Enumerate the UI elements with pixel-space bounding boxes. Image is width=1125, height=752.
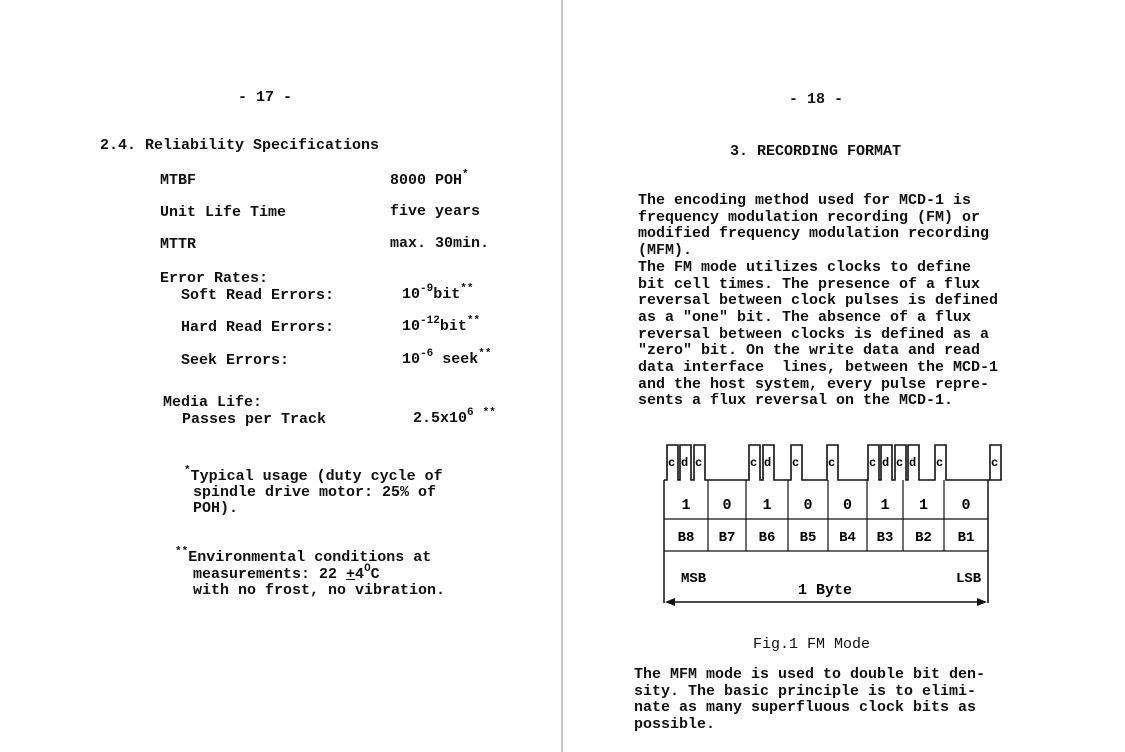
passes-per-track-value: $2.5x10^6$ ** (413, 407, 496, 427)
footnote-typical-usage-line3: POH). (193, 500, 239, 517)
soft-read-errors-label: Soft Read Errors: (181, 287, 335, 304)
spec-label-unit-life: Unit Life Time (160, 204, 287, 221)
lsb-label: LSB (956, 571, 982, 587)
footnote-typical-usage: *Typical usage (duty cycle of (184, 465, 443, 485)
spec-value-mttr: max. 30min. (390, 235, 490, 252)
paragraph-line: "zero" bit. On the write data and read (638, 342, 981, 360)
hard-read-errors-label: Hard Read Errors: (181, 319, 335, 336)
paragraph-line: sity. The basic principle is to elimi- (634, 682, 977, 700)
paragraph-line: (MFM). (638, 242, 693, 260)
bit-value: 1 (681, 497, 691, 514)
paragraph-line: data interface lines, between the MCD-1 (638, 359, 999, 377)
passes-per-track-label: Passes per Track (182, 411, 327, 428)
figure-caption: Fig.1 FM Mode (753, 636, 871, 653)
bit-value: 0 (961, 497, 971, 514)
spec-value-unit-life: five years (390, 203, 481, 220)
pulse-train (664, 445, 1001, 480)
spec-label-mtbf: MTBF (160, 172, 197, 189)
left-page (0, 0, 561, 752)
error-rates-heading: Error Rates: (160, 270, 269, 287)
bit-name: B4 (839, 530, 856, 546)
pulse-label: d (764, 456, 772, 470)
pulse-label: d (681, 456, 689, 470)
soft-read-errors-value: $10^{-9}bit^{**}$ (402, 283, 474, 303)
byte-span-arrow (665, 598, 987, 606)
pulse-label: c (869, 456, 877, 470)
footnote-environmental: **Environmental conditions at (175, 546, 432, 566)
paragraph-line: sents a flux reversal on the MCD-1. (638, 392, 954, 410)
bit-value: 1 (918, 497, 929, 514)
footnote-typical-usage-line2: spindle drive motor: 25% of (193, 484, 437, 501)
pulse-label: d (882, 456, 890, 470)
bit-value: 0 (842, 497, 853, 514)
paragraph-line: reversal between clock pulses is defined (638, 292, 999, 310)
paragraph-line: possible. (634, 716, 716, 734)
bit-value: 1 (762, 497, 772, 514)
bit-name: B3 (876, 530, 894, 546)
media-life-heading: Media Life: (163, 394, 263, 411)
paragraph-line: frequency modulation recording (FM) or (638, 208, 981, 226)
pulse-label: c (936, 456, 944, 470)
right-page (563, 0, 1125, 752)
pulse-label: c (750, 456, 758, 470)
bit-name: B6 (758, 530, 776, 546)
bit-name: B7 (718, 530, 736, 546)
pulse-label: c (792, 456, 800, 470)
pulse-label: c (668, 456, 676, 470)
paragraph-line: The FM mode utilizes clocks to define (638, 258, 972, 276)
paragraph-line: modified frequency modulation recording (638, 225, 990, 243)
bit-name: B1 (957, 530, 975, 546)
seek-errors-label: Seek Errors: (181, 352, 290, 369)
bit-value: 1 (880, 497, 890, 514)
hard-read-errors-value: $10^{-12}bit^{**}$ (402, 315, 481, 335)
bit-name: B8 (677, 530, 695, 546)
section-heading: 3. RECORDING FORMAT (730, 143, 902, 160)
paragraph-line: bit cell times. The presence of a flux (638, 275, 981, 293)
paragraph-line: nate as many superfluous clock bits as (634, 699, 977, 717)
footnote-environmental-line3: with no frost, no vibration. (193, 582, 446, 599)
paragraph-line: The encoding method used for MCD-1 is (638, 192, 972, 209)
bit-name: B2 (915, 530, 932, 546)
arrow-head-left (665, 598, 675, 606)
bit-value: 0 (722, 497, 732, 514)
paragraph-line: reversal between clocks is defined as a (638, 325, 990, 343)
msb-label: MSB (681, 571, 707, 587)
pulse-label: d (909, 456, 917, 470)
section-heading: 2.4. Reliability Specifications (100, 137, 380, 154)
pulse-label: c (991, 456, 999, 470)
paragraph-line: and the host system, every pulse repre- (638, 375, 990, 393)
pulse-label: c (828, 456, 836, 470)
seek-errors-value: $10^{-6}$ seek** (402, 348, 492, 368)
body-paragraph-mfm (634, 667, 985, 734)
pulse-label: c (896, 456, 904, 470)
page-number: - 18 - (789, 91, 844, 108)
spec-value-mtbf: 8000 POH* (390, 169, 469, 189)
bit-value: 0 (803, 497, 813, 514)
pulse-label: c (695, 456, 703, 470)
arrow-head-right (977, 598, 987, 606)
page-number: - 17 - (238, 89, 293, 106)
byte-label: 1 Byte (797, 582, 853, 599)
bit-table-text (678, 497, 982, 599)
bit-name: B5 (799, 530, 817, 546)
paragraph-line: as a "one" bit. The absence of a flux (638, 308, 972, 326)
footnote-environmental-line2: measurements: $22 +4^OC$ (193, 563, 380, 583)
paragraph-line: The MFM mode is used to double bit den- (634, 666, 986, 683)
spec-label-mttr: MTTR (160, 236, 197, 253)
